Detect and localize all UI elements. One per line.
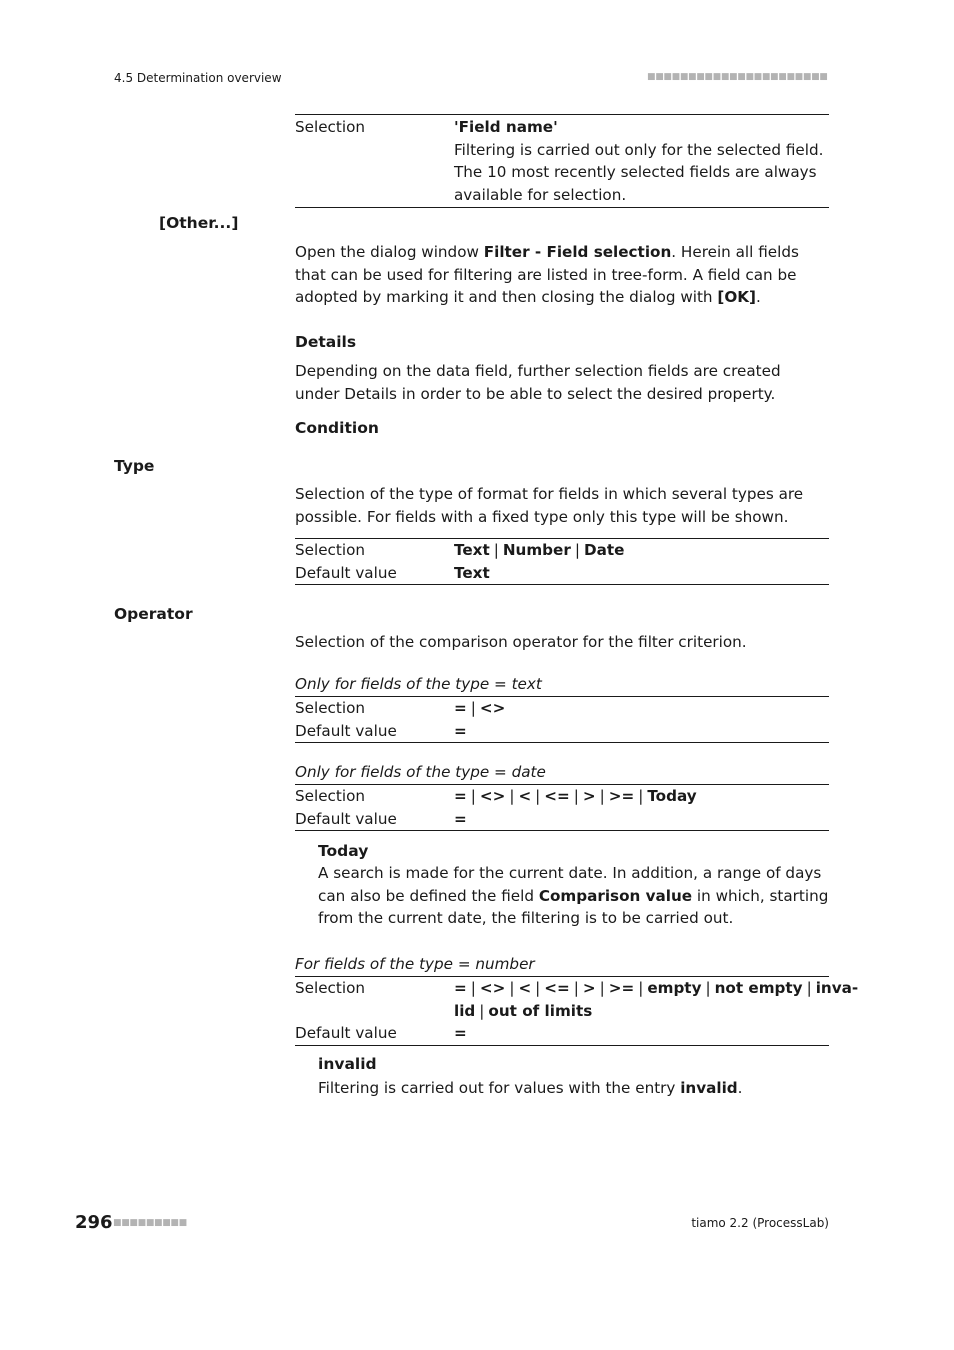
number-selection-label: Selection [295,979,365,997]
invalid-heading: invalid [318,1055,377,1073]
header-dots: ■■■■■■■■■■■■■■■■■■■■■■ [647,72,828,82]
type-selection-label: Selection [295,541,365,559]
today-heading: Today [318,842,369,860]
operator-text: Selection of the comparison operator for the filter criterion. [295,633,747,651]
field-name-description: Filtering is carried out only for the selected field. The 10 most recently selected fields are always available for selection. [454,140,824,204]
number-type-caption: For fields of the type = number [295,955,535,973]
date-operator-table [295,784,829,831]
field-name-table [295,114,829,208]
today-text: A search is made for the current date. In addition, a range of days can also be defined the field Comparison value in which, starting from the current date, the filtering is to be carried out. [318,864,829,927]
other-label: [Other...] [159,214,239,232]
date-default-label: Default value [295,809,397,828]
operator-label: Operator [114,605,193,623]
date-default-value: = [454,809,467,828]
text-operator-table [295,696,829,743]
details-text: Depending on the data field, further selection fields are created under Details in order to be able to select the desired property. [295,362,781,403]
type-default-label: Default value [295,563,397,582]
text-type-caption: Only for fields of the type = text [295,675,542,693]
text-selection-label: Selection [295,699,365,717]
running-header-section: 4.5 Determination overview [114,71,282,85]
type-label: Type [114,457,155,475]
number-default-value: = [454,1024,467,1042]
field-name-value: 'Field name' [454,118,558,136]
type-table [295,538,829,585]
date-type-caption: Only for fields of the type = date [295,763,546,781]
page-number: 296 [75,1212,113,1233]
text-options: = | <> [454,699,506,717]
type-options: Text | Number | Date [454,541,625,559]
text-default-value: = [454,721,467,740]
condition-heading: Condition [295,419,379,437]
number-operator-table [295,976,859,1046]
type-default-value: Text [454,563,490,582]
selection-label: Selection [295,118,365,136]
other-description: Open the dialog window Filter - Field selection. Herein all fields that can be used for filtering are listed in tree-form. A field can be adopted by marking it and then closing the dialog with [OK]. [295,243,799,306]
invalid-text: Filtering is carried out for values with the entry invalid. [318,1079,743,1097]
date-selection-label: Selection [295,787,365,805]
details-heading: Details [295,333,357,351]
number-default-label: Default value [295,1024,397,1042]
footer-dots: ■■■■■■■■■ [113,1218,187,1228]
date-options: = | <> | < | <= | > | >= | Today [454,787,697,805]
type-text: Selection of the type of format for fields in which several types are possible. For fields with a fixed type only this type will be shown. [295,485,804,526]
text-default-label: Default value [295,721,397,740]
number-options: = | <> | < | <= | > | >= | empty | not empty | inva- lid | out of limits [454,979,859,1020]
footer-product: tiamo 2.2 (ProcessLab) [691,1216,829,1230]
